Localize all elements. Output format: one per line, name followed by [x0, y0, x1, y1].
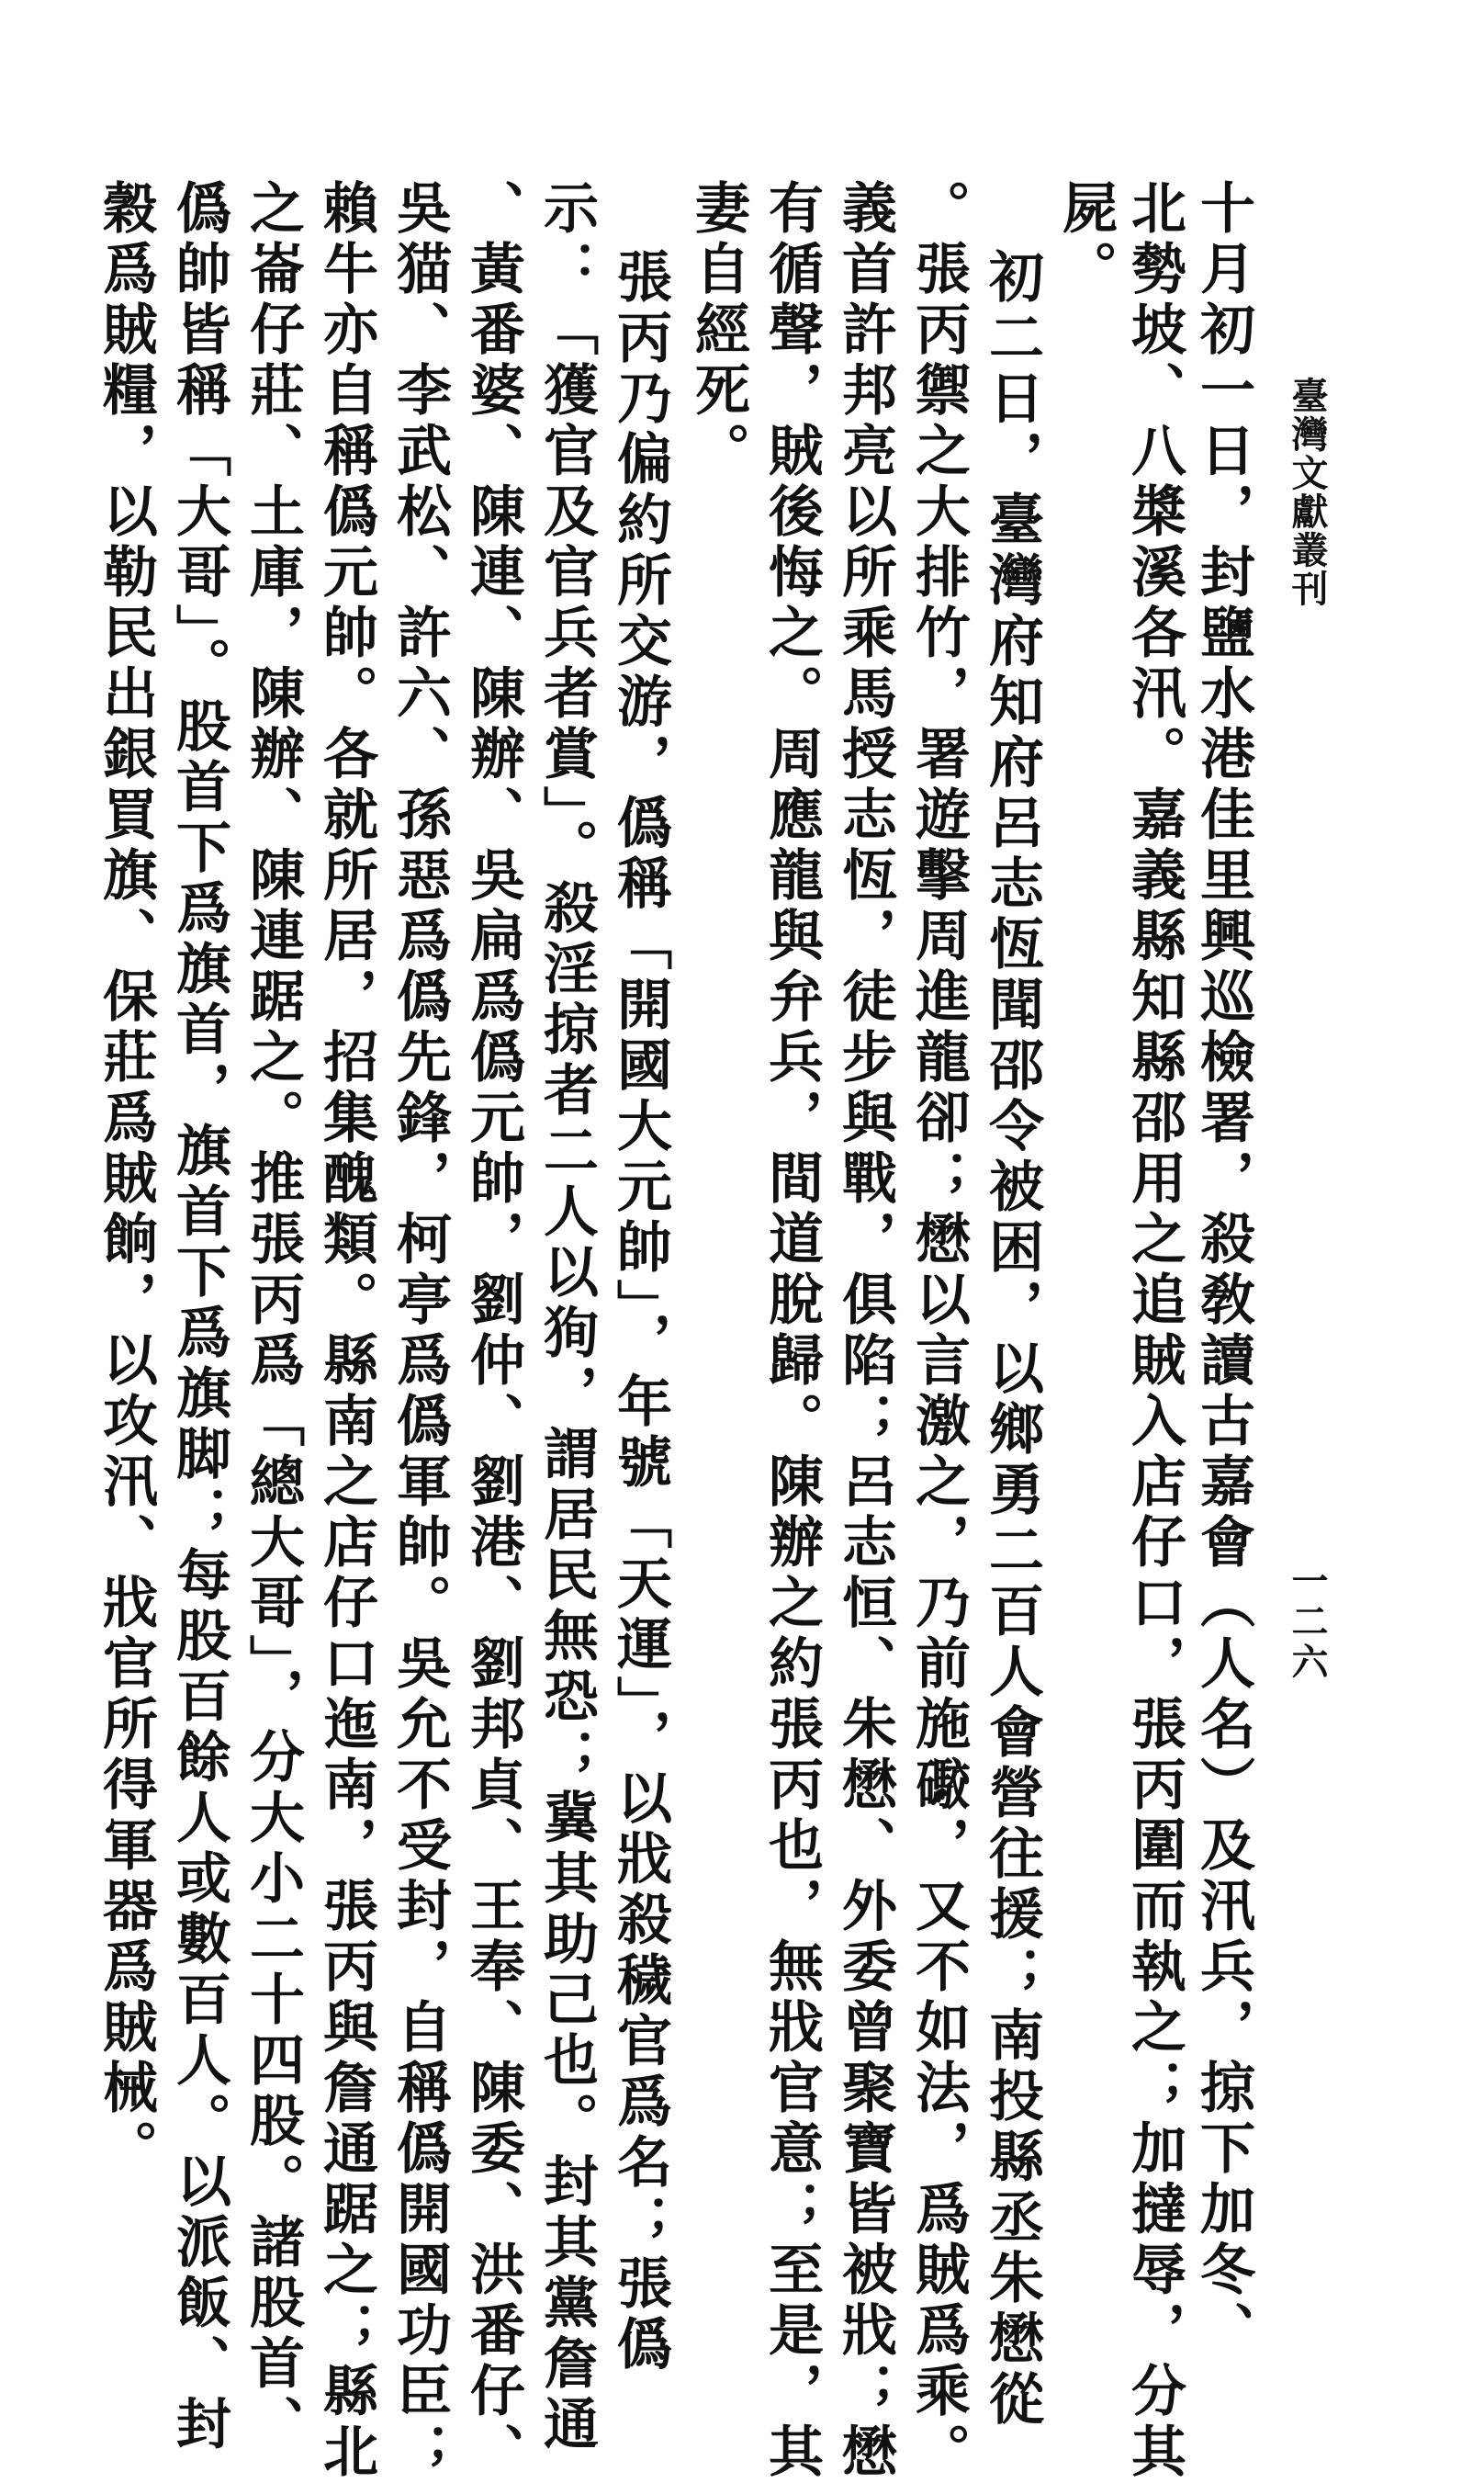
text-column-2: 北勢坡、八槳溪各汛。嘉義縣知縣邵用之追賊入店仔口，張丙圍而執之；加撻辱，分其: [1122, 179, 1186, 2483]
text-column-16: 穀爲賊糧，以勒民出銀買旗、保莊爲賊餉，以攻汛、戕官所得軍器爲賊械。: [94, 179, 158, 2180]
page-number: 一二六: [1286, 1562, 1329, 1683]
text-column-7: 有循聲，賊後悔之。周應龍與弁兵，間道脫歸。陳辦之約張丙也，無戕官意；至是，其: [759, 179, 824, 2483]
text-column-15: 僞帥皆稱「大哥」。股首下爲旗首，旗首下爲旗脚；每股百餘人或數百人。以派飯、封: [167, 179, 231, 2455]
text-column-3: 屍。: [1053, 179, 1118, 300]
running-header-title: 臺灣文獻叢刊: [1286, 377, 1329, 608]
text-column-13: 賴牛亦自稱僞元帥。各就所居，招集醜類。縣南之店仔口迤南，張丙與詹通踞之；縣北: [314, 179, 378, 2483]
text-column-1: 十月初一日，封鹽水港佳里興巡檢署，殺敎讀古嘉會（人名）及汛兵，掠下加冬、: [1191, 179, 1255, 2362]
text-column-9: 張丙乃偏約所交游，僞稱「開國大元帥」，年號「天運」，以戕殺穢官爲名；張僞: [608, 248, 672, 2376]
text-column-8: 妻自經死。: [686, 179, 750, 482]
text-column-10: 示：「獲官及官兵者賞」。殺淫掠者二人以狥，謂居民無恐；冀其助己也。封其黨詹通: [534, 179, 599, 2455]
text-column-12: 吳猫、李武松、許六、孫惡爲僞先鋒，柯亭爲僞軍帥。吳允不受封，自稱僞開國功臣；: [388, 179, 452, 2483]
text-column-14: 之崙仔莊、土庫，陳辦、陳連踞之。推張丙爲「總大哥」，分大小二十四股。諸股首、: [241, 179, 305, 2455]
text-column-6: 義首許邦亮以所乘馬授志恆，徒步與戰，俱陷；呂志恒、朱懋、外委曾聚寶皆被戕；懋: [833, 179, 897, 2483]
text-column-5: 。張丙禦之大排竹，署遊擊周進龍卻；懋以言激之，乃前施礮，又不如法，爲賊爲乘。: [906, 179, 971, 2483]
text-column-11: 、黃番婆、陳連、陳辦、吳扁爲僞元帥，劉仲、劉港、劉邦貞、王奉、陳委、洪番仔、: [461, 179, 525, 2483]
text-column-4: 初二日，臺灣府知府呂志恆聞邵令被困，以鄉勇二百人會營往援；南投縣丞朱懋從: [980, 248, 1044, 2431]
